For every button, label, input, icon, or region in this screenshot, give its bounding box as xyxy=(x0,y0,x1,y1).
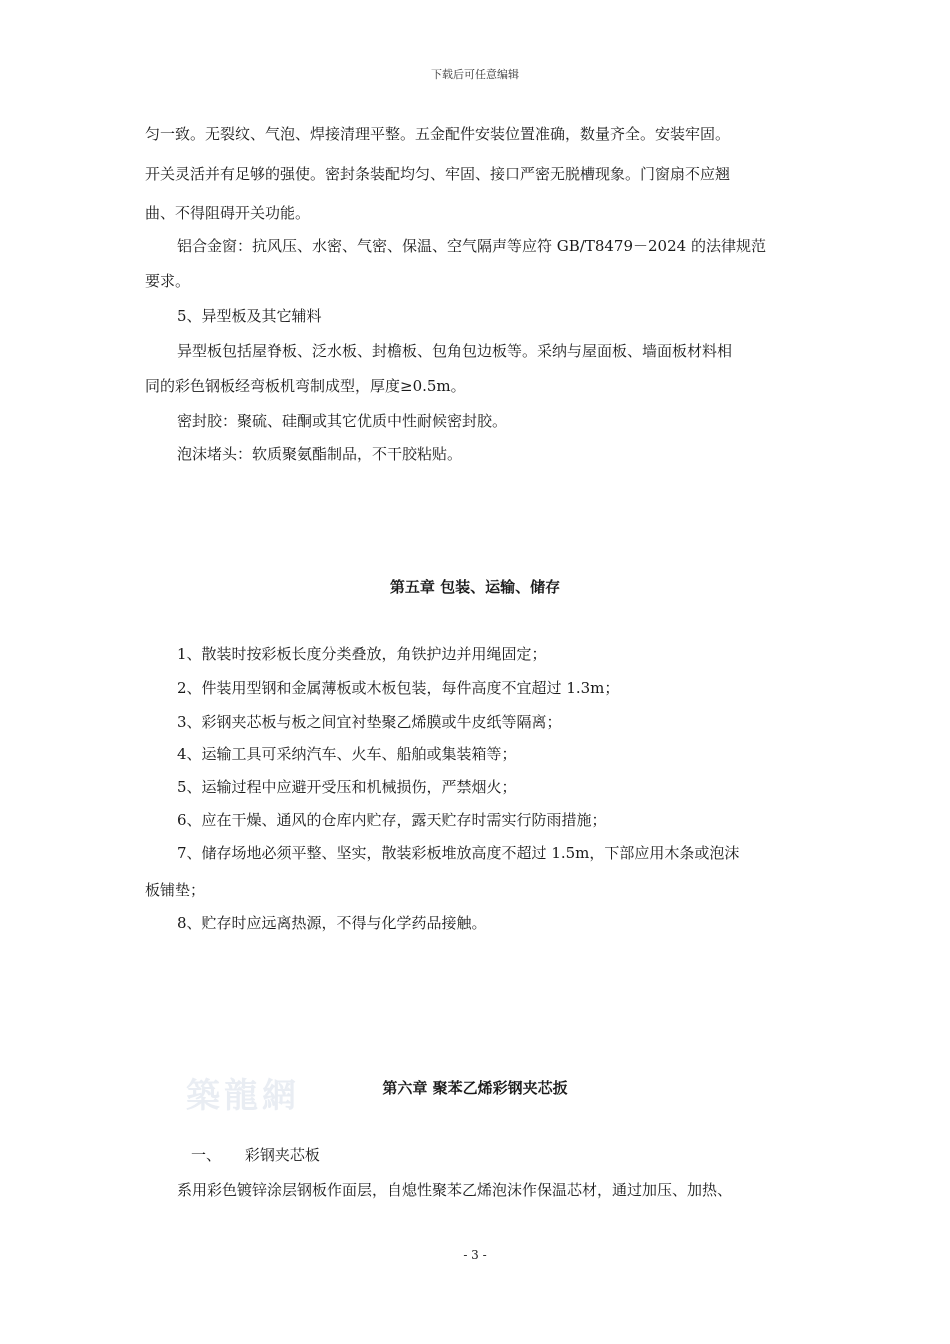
paragraph-line: 系用彩色镀锌涂层钢板作面层，自熄性聚苯乙烯泡沫作保温芯材，通过加压、加热、 xyxy=(177,1181,733,1199)
section-heading: 5、异型板及其它辅料 xyxy=(177,307,322,325)
paragraph-line: 开关灵活并有足够的强使。密封条装配均匀、牢固、接口严密无脱槽现象。门窗扇不应翘 xyxy=(145,165,731,183)
list-item: 板铺垫； xyxy=(145,881,206,899)
list-item: 7、储存场地必须平整、坚实，散装彩板堆放高度不超过 1.5m，下部应用木条或泡沫 xyxy=(177,844,740,862)
paragraph-line: 曲、不得阻碍开关功能。 xyxy=(145,204,311,222)
list-item: 1、散装时按彩板长度分类叠放，角铁护边并用绳固定； xyxy=(177,645,547,663)
paragraph-line: 铝合金窗：抗风压、水密、气密、保温、空气隔声等应符 GB/T8479－2024 的法律规范 xyxy=(177,237,766,255)
list-item: 6、应在干燥、通风的仓库内贮存，露天贮存时需实行防雨措施； xyxy=(177,811,607,829)
list-item: 3、彩钢夹芯板与板之间宜衬垫聚乙烯膜或牛皮纸等隔离； xyxy=(177,713,562,731)
paragraph-line: 同的彩色钢板经弯板机弯制成型，厚度≥0.5m。 xyxy=(145,377,466,395)
chapter-title: 第六章 聚苯乙烯彩钢夹芯扳 xyxy=(382,1079,568,1097)
section-heading: 一、 彩钢夹芯板 xyxy=(191,1146,320,1164)
list-item: 4、运输工具可采纳汽车、火车、船舶或集装箱等； xyxy=(177,745,517,763)
paragraph-line: 要求。 xyxy=(145,272,191,290)
list-item: 8、贮存时应远离热源，不得与化学药品接触。 xyxy=(177,914,487,932)
list-item: 5、运输过程中应避开受压和机械损伤，严禁烟火； xyxy=(177,778,517,796)
paragraph-line: 密封胶：聚硫、硅酮或其它优质中性耐候密封胶。 xyxy=(177,412,508,430)
paragraph-line: 泡沫堵头：软质聚氨酯制品，不干胶粘贴。 xyxy=(177,445,463,463)
watermark-logo: 築龍網 xyxy=(186,1076,300,1116)
page-header: 下载后可任意编辑 xyxy=(431,68,519,81)
page-number: - 3 - xyxy=(463,1248,487,1262)
paragraph-line: 匀一致。无裂纹、气泡、焊接清理平整。五金配件安装位置准确，数量齐全。安装牢固。 xyxy=(145,125,731,143)
paragraph-line: 异型板包括屋脊板、泛水板、封檐板、包角包边板等。采纳与屋面板、墙面板材料相 xyxy=(177,342,733,360)
chapter-title: 第五章 包装、运输、储存 xyxy=(389,578,561,596)
list-item: 2、件装用型钢和金属薄板或木板包装，每件高度不宜超过 1.3m； xyxy=(177,679,620,697)
